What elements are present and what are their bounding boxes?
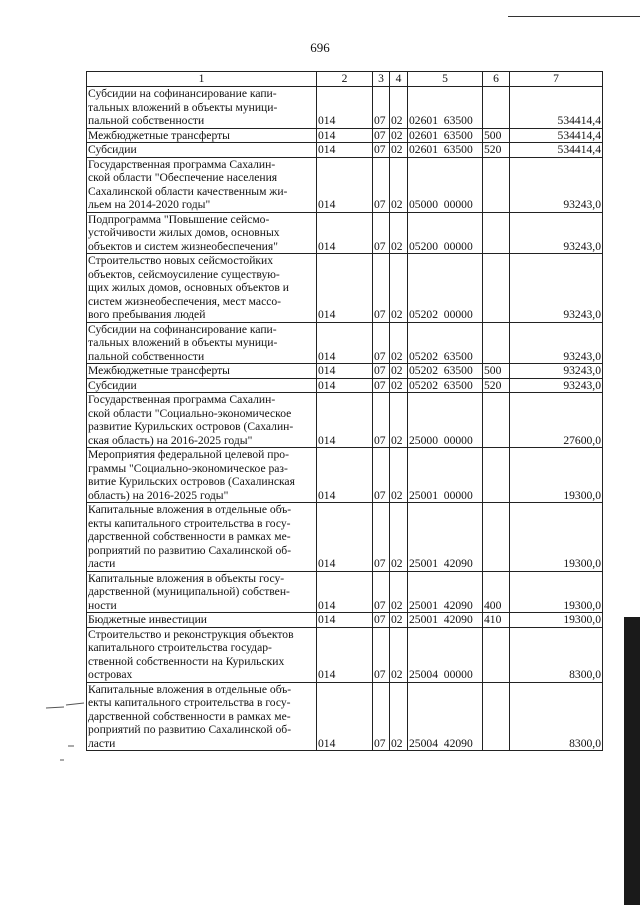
expense-type-cell [483,254,510,323]
row-name-line: Государственная программа Сахалин- [88,157,276,171]
target-article-cell: 05202 63500 [408,378,483,393]
subsection-cell: 02 [390,322,408,364]
table-row [87,143,603,158]
header-cell: 2 [317,72,373,87]
expense-type-cell [483,682,510,751]
row-name-line: дарственной собственности в рамках ме- [88,530,291,543]
table-row [87,212,603,254]
scan-mark [46,707,64,708]
header-row [87,72,603,87]
table-row [87,364,603,379]
section-cell: 07 [373,503,390,572]
row-name-line: Мероприятия федеральной целевой про- [88,448,289,461]
expense-type-cell [483,212,510,254]
row-name-line: область) на 2016-2025 годы" [88,488,229,502]
code-cell: 014 [317,571,373,613]
row-name-cell [87,378,317,393]
expense-type-cell: 520 [483,143,510,158]
row-name-line: Субсидии [88,378,137,392]
expense-type-cell [483,448,510,503]
row-name-line: ской области "Социально-экономическое [88,406,292,420]
row-name-cell [87,322,317,364]
sum-cell: 27600,0 [510,393,603,448]
row-name-line: ственной собственности на Курильских [88,654,285,668]
section-cell: 07 [373,682,390,751]
sum-cell: 19300,0 [510,503,603,572]
subsection-cell: 02 [390,143,408,158]
row-name-line: Межбюджетные трансферты [88,128,230,142]
code-cell: 014 [317,364,373,379]
table-row [87,682,603,751]
scan-mark [66,703,84,705]
section-cell: 07 [373,322,390,364]
row-name-line: тальных вложений в объекты муници- [88,336,278,349]
row-name-cell [87,143,317,158]
subsection-cell: 02 [390,378,408,393]
section-cell: 07 [373,448,390,503]
subsection-cell: 02 [390,571,408,613]
target-article-cell: 25001 42090 [408,613,483,628]
code-cell: 014 [317,143,373,158]
table-row [87,571,603,613]
header-cell: 7 [510,72,603,87]
row-name-line: ности [88,598,117,612]
section-cell: 07 [373,364,390,379]
target-article-cell: 05000 00000 [408,157,483,212]
sum-cell: 93243,0 [510,157,603,212]
row-name-line: ласти [88,736,116,750]
sum-cell: 93243,0 [510,212,603,254]
expense-type-cell: 520 [483,378,510,393]
expense-type-cell [483,157,510,212]
table-row [87,393,603,448]
row-name-cell [87,364,317,379]
subsection-cell: 02 [390,157,408,212]
target-article-cell: 25001 42090 [408,571,483,613]
target-article-cell: 25004 00000 [408,627,483,682]
section-cell: 07 [373,613,390,628]
row-name-line: Субсидии на софинансирование капи- [88,87,277,100]
row-name-cell [87,254,317,323]
top-rule [508,16,640,17]
row-name-line: щих жилых домов, основных объектов и [88,281,289,294]
row-name-cell [87,87,317,129]
code-cell: 014 [317,503,373,572]
row-name-line: льем на 2014-2020 годы" [88,198,211,211]
row-name-line: островах [88,668,133,681]
expense-type-cell: 500 [483,128,510,143]
code-cell: 014 [317,212,373,254]
row-name-line: Сахалинской области качественным жи- [88,184,288,198]
target-article-cell: 25000 00000 [408,393,483,448]
section-cell: 07 [373,143,390,158]
code-cell: 014 [317,682,373,751]
target-article-cell: 02601 63500 [408,128,483,143]
sum-cell: 534414,4 [510,87,603,129]
row-name-cell [87,682,317,751]
row-name-line: дарственной собственности в рамках ме- [88,709,291,723]
row-name-line: граммы "Социально-экономическое раз- [88,461,288,475]
code-cell: 014 [317,322,373,364]
row-name-line: Капитальные вложения в отдельные объ- [88,682,292,696]
target-article-cell: 05202 63500 [408,364,483,379]
row-name-line: вого пребывания людей [88,308,206,321]
row-name-cell [87,128,317,143]
sum-cell: 534414,4 [510,143,603,158]
section-cell: 07 [373,254,390,323]
row-name-cell [87,157,317,212]
subsection-cell: 02 [390,448,408,503]
sum-cell: 19300,0 [510,613,603,628]
target-article-cell: 05202 00000 [408,254,483,323]
target-article-cell: 02601 63500 [408,143,483,158]
row-name-line: дарственной (муниципальной) собствен- [88,585,290,598]
subsection-cell: 02 [390,503,408,572]
sum-cell: 19300,0 [510,571,603,613]
row-name-line: ласти [88,557,116,570]
header-cell: 6 [483,72,510,87]
sum-cell: 19300,0 [510,448,603,503]
section-cell: 07 [373,571,390,613]
sum-cell: 93243,0 [510,254,603,323]
subsection-cell: 02 [390,682,408,751]
table-row [87,448,603,503]
table-row [87,254,603,323]
page-number: 696 [310,40,330,55]
expense-type-cell: 410 [483,613,510,628]
table-row [87,322,603,364]
row-name-cell [87,212,317,254]
row-name-line: Капитальные вложения в объекты госу- [88,571,285,585]
subsection-cell: 02 [390,87,408,129]
scan-edge-bar [624,617,640,905]
row-name-cell [87,627,317,682]
code-cell: 014 [317,157,373,212]
row-name-line: развитие Курильских островов (Сахалин- [88,420,294,433]
table-row [87,157,603,212]
target-article-cell: 05202 63500 [408,322,483,364]
row-name-line: роприятий по развитию Сахалинской об- [88,723,292,736]
header-cell: 1 [87,72,317,87]
section-cell: 07 [373,212,390,254]
table-row [87,87,603,129]
row-name-line: роприятий по развитию Сахалинской об- [88,543,292,557]
table-row [87,128,603,143]
section-cell: 07 [373,378,390,393]
header-cell: 5 [408,72,483,87]
row-name-line: тальных вложений в объекты муници- [88,100,278,114]
row-name-line: ская область) на 2016-2025 годы" [88,433,253,447]
row-name-line: Строительство и реконструкция объектов [88,627,294,641]
row-name-line: витие Курильских островов (Сахалинская [88,475,295,488]
section-cell: 07 [373,393,390,448]
row-name-line: объектов, сейсмоусиление существую- [88,267,280,281]
sum-cell: 8300,0 [510,627,603,682]
code-cell: 014 [317,448,373,503]
code-cell: 014 [317,87,373,129]
target-article-cell: 02601 63500 [408,87,483,129]
expense-type-cell [483,503,510,572]
subsection-cell: 02 [390,128,408,143]
code-cell: 014 [317,627,373,682]
row-name-line: объектов и систем жизнеобеспечения" [88,239,278,253]
table-row [87,627,603,682]
row-name-line: Бюджетные инвестиции [88,613,208,626]
row-name-line: капитального строительства государ- [88,641,272,654]
row-name-cell [87,613,317,628]
code-cell: 014 [317,613,373,628]
expense-type-cell [483,87,510,129]
code-cell: 014 [317,378,373,393]
subsection-cell: 02 [390,254,408,323]
budget-table [86,71,603,751]
row-name-line: ской области "Обеспечение населения [88,171,278,184]
row-name-line: Капитальные вложения в отдельные объ- [88,503,292,516]
target-article-cell: 05200 00000 [408,212,483,254]
table-row [87,378,603,393]
sum-cell: 93243,0 [510,378,603,393]
row-name-line: устойчивости жилых домов, основных [88,226,280,239]
code-cell: 014 [317,393,373,448]
table-row [87,613,603,628]
expense-type-cell [483,322,510,364]
row-name-cell [87,571,317,613]
expense-type-cell: 400 [483,571,510,613]
sum-cell: 8300,0 [510,682,603,751]
section-cell: 07 [373,87,390,129]
target-article-cell: 25004 42090 [408,682,483,751]
sum-cell: 93243,0 [510,364,603,379]
header-cell: 3 [373,72,390,87]
row-name-line: екты капитального строительства в госу- [88,696,291,709]
row-name-line: екты капитального строительства в госу- [88,516,291,530]
target-article-cell: 25001 42090 [408,503,483,572]
subsection-cell: 02 [390,212,408,254]
row-name-line: Государственная программа Сахалин- [88,393,276,406]
sum-cell: 93243,0 [510,322,603,364]
row-name-line: систем жизнеобеспечения, мест массо- [88,294,282,308]
row-name-cell [87,448,317,503]
subsection-cell: 02 [390,613,408,628]
expense-type-cell [483,627,510,682]
row-name-cell [87,393,317,448]
expense-type-cell [483,393,510,448]
expense-type-cell: 500 [483,364,510,379]
section-cell: 07 [373,128,390,143]
section-cell: 07 [373,627,390,682]
subsection-cell: 02 [390,364,408,379]
row-name-line: пальной собственности [88,349,205,363]
code-cell: 014 [317,128,373,143]
row-name-line: Строительство новых сейсмостойких [88,254,274,267]
row-name-line: Межбюджетные трансферты [88,364,230,377]
row-name-line: Субсидии [88,143,137,156]
header-cell: 4 [390,72,408,87]
row-name-cell [87,503,317,572]
code-cell: 014 [317,254,373,323]
subsection-cell: 02 [390,393,408,448]
row-name-line: Субсидии на софинансирование капи- [88,322,277,336]
target-article-cell: 25001 00000 [408,448,483,503]
row-name-line: Подпрограмма "Повышение сейсмо- [88,212,270,226]
sum-cell: 534414,4 [510,128,603,143]
section-cell: 07 [373,157,390,212]
table-row [87,503,603,572]
subsection-cell: 02 [390,627,408,682]
row-name-line: пальной собственности [88,114,205,127]
